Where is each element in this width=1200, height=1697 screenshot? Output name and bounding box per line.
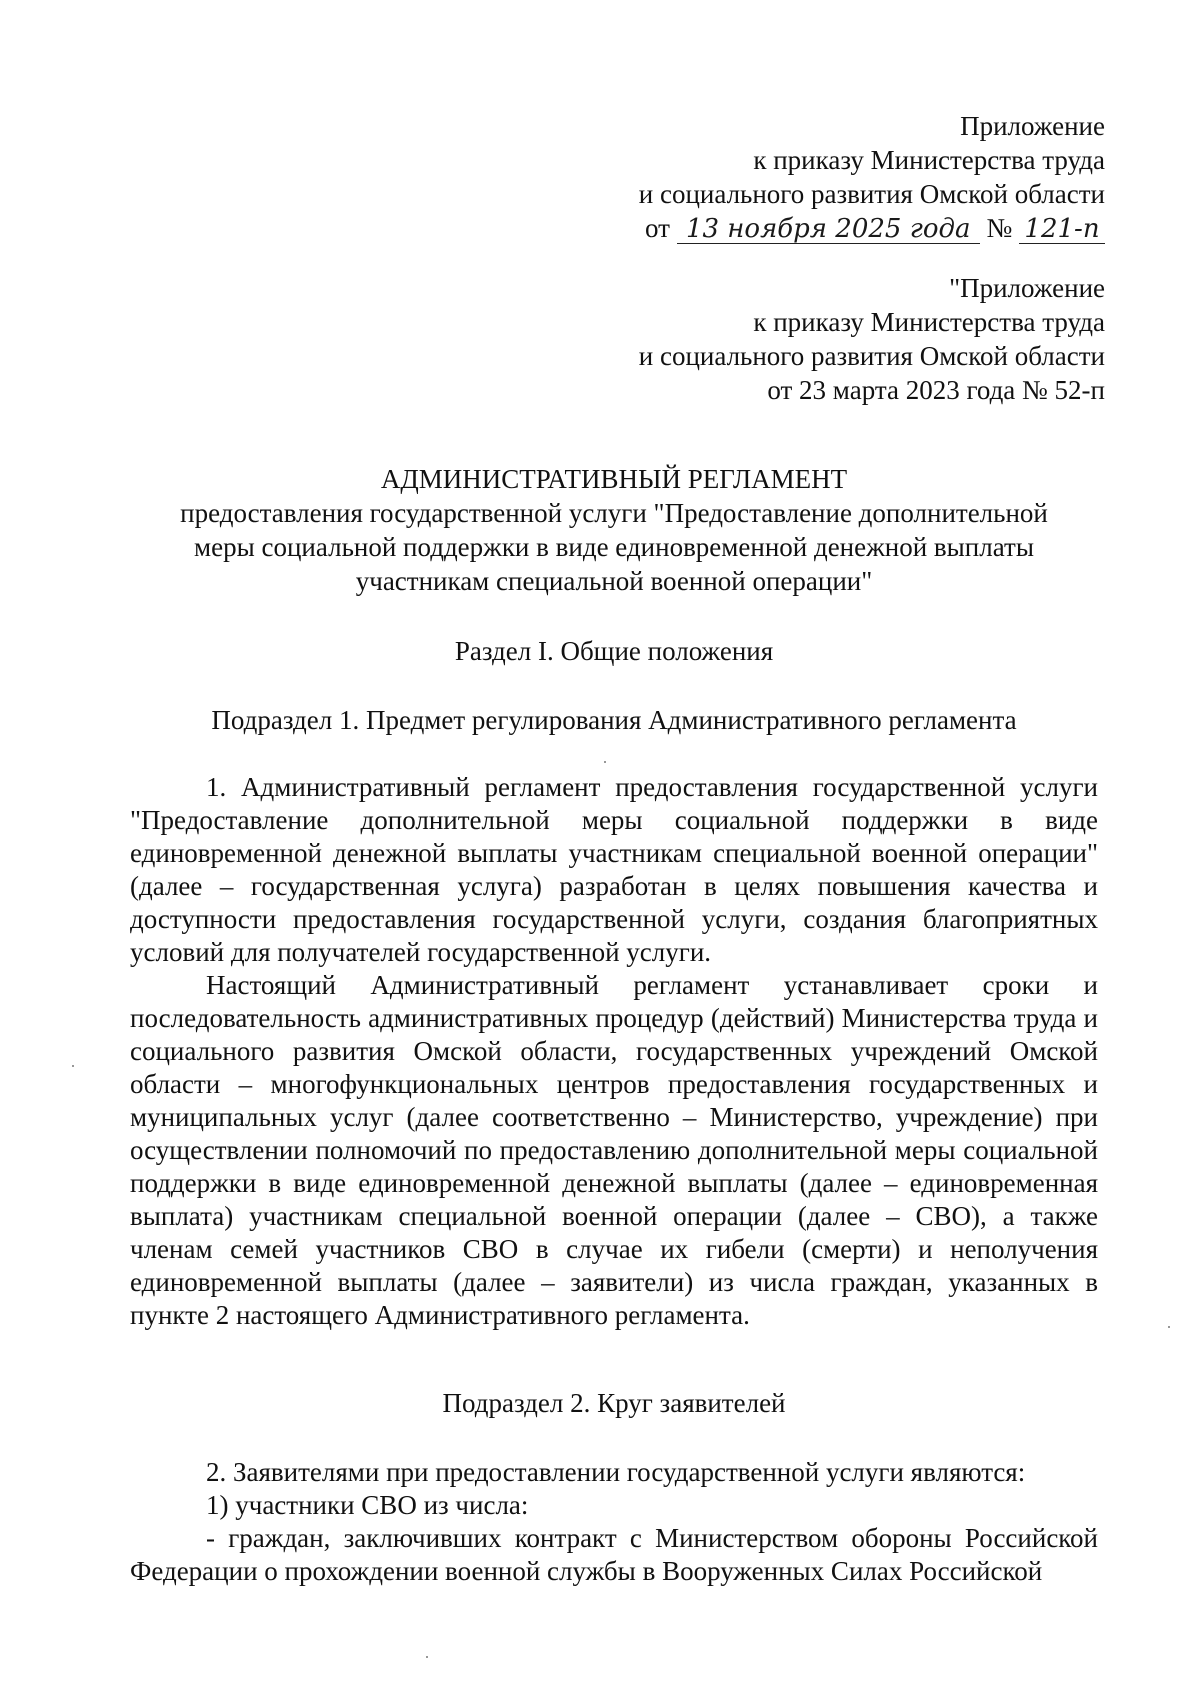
body-subsection-1: [130, 771, 1098, 1332]
title-heading: АДМИНИСТРАТИВНЫЙ РЕГЛАМЕНТ: [380, 464, 848, 494]
paragraph: - граждан, заключивших контракт с Министерством обороны Российской Федерации о прохождении военной службы в Вооруженных Силах Российской: [130, 1523, 1098, 1586]
number-prefix: №: [986, 213, 1013, 243]
title-subline: предоставления государственной услуги "Предоставление дополнительной: [180, 498, 1048, 528]
handwritten-date: 13 ноября 2025 года: [677, 215, 980, 244]
appendix-date-number-line: [639, 211, 1105, 245]
scan-speck: [1168, 1326, 1170, 1328]
subsection-heading: Подраздел 2. Круг заявителей: [442, 1388, 786, 1418]
appendix-label: "Приложение: [949, 273, 1105, 303]
appendix-label: Приложение: [960, 111, 1105, 141]
title-subline: участникам специальной военной операции": [355, 566, 873, 596]
scan-speck: [426, 1656, 428, 1658]
paragraph: 1) участники СВО из числа:: [206, 1490, 529, 1520]
appendix-header-current: [639, 109, 1105, 245]
scan-speck: [604, 761, 606, 763]
subsection-heading: Подраздел 1. Предмет регулирования Административного регламента: [211, 705, 1017, 735]
section-heading: Раздел I. Общие положения: [454, 636, 774, 666]
appendix-order-ref: к приказу Министерства труда: [753, 145, 1105, 175]
title-subline: меры социальной поддержки в виде единовременной денежной выплаты: [194, 532, 1034, 562]
appendix-ministry: и социального развития Омской области: [638, 341, 1105, 371]
appendix-header-original: [639, 271, 1105, 407]
paragraph: 2. Заявителями при предоставлении государственной услуги являются:: [206, 1457, 1026, 1487]
paragraph: 1. Административный регламент предоставления государственной услуги "Предоставление дополнительной меры социальной поддержки в виде единовременной денежной выплаты участникам специальной военной операции" (далее – государственная услуга) разработан в целях повышения качества и доступности предоставления государственной услуги, создания благоприятных условий для получателей государственной услуги.: [130, 772, 1098, 967]
appendix-order-ref: к приказу Министерства труда: [753, 307, 1105, 337]
handwritten-number: 121-п: [1019, 215, 1105, 244]
document-title: [130, 462, 1098, 598]
appendix-date-number: от 23 марта 2023 года № 52-п: [767, 375, 1105, 405]
paragraph: Настоящий Административный регламент устанавливает сроки и последовательность административных процедур (действий) Министерства труда и социального развития Омской области, государственных учреждений Омской области – многофункциональных центров предоставления государственных и муниципальных услуг (далее соответственно – Министерство, учреждение) при осуществлении полномочий по предоставлению дополнительной меры социальной поддержки в виде единовременной денежной выплаты (далее – единовременная выплата) участникам специальной военной операции (далее – СВО), а также членам семей участников СВО в случае их гибели (смерти) и неполучения единовременной выплаты (далее – заявители) из числа граждан, указанных в пункте 2 настоящего Административного регламента.: [130, 970, 1098, 1330]
body-subsection-2: [130, 1456, 1098, 1588]
appendix-ministry: и социального развития Омской области: [638, 179, 1105, 209]
date-prefix: от: [645, 213, 670, 243]
scan-speck: [72, 1065, 74, 1067]
